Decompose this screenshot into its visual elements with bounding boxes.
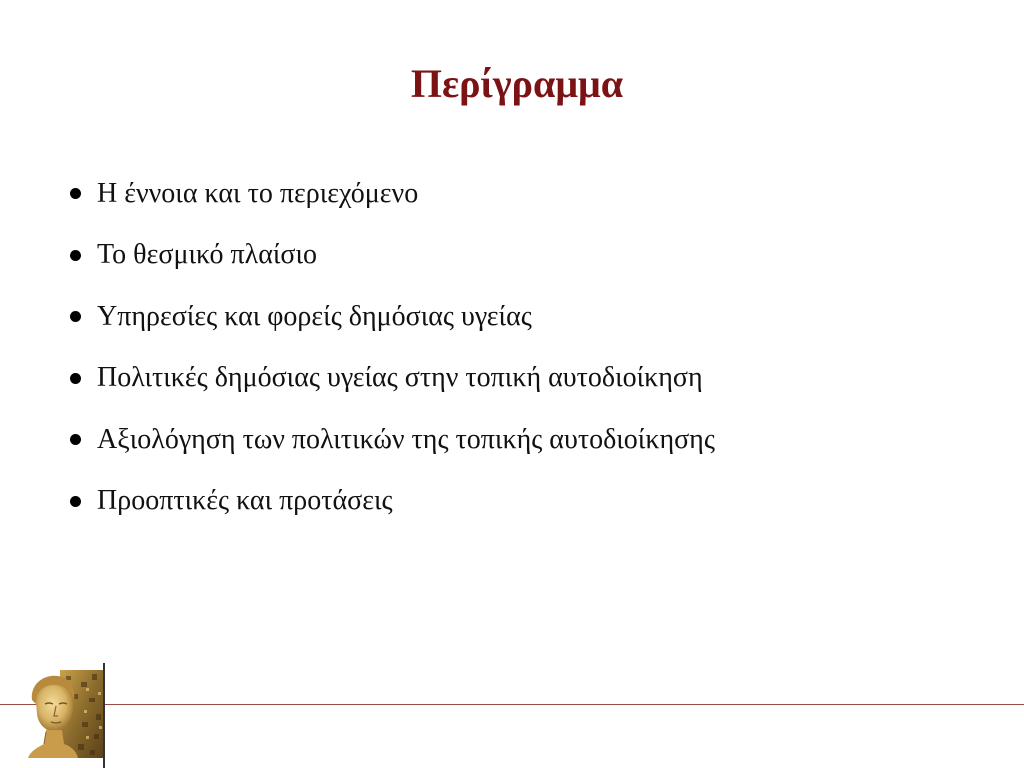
bullet-text: Πολιτικές δημόσιας υγείας στην τοπική αυτοδιοίκηση	[97, 362, 703, 394]
list-item	[70, 225, 715, 287]
footer-divider	[0, 704, 1024, 705]
bullet-text: Η έννοια και το περιεχόμενο	[97, 177, 419, 209]
bullet-icon	[70, 496, 81, 507]
list-item	[70, 471, 715, 533]
bullet-icon	[70, 250, 81, 261]
bullet-text: Αξιολόγηση των πολιτικών της τοπικής αυτοδιοίκησης	[97, 423, 715, 455]
logo-divider	[103, 663, 105, 768]
bullet-icon	[70, 311, 81, 322]
list-item	[70, 409, 715, 471]
bullet-icon	[70, 188, 81, 199]
bullet-text: Το θεσμικό πλαίσιο	[97, 239, 318, 271]
slide-title: Περίγραμμα	[410, 61, 624, 106]
classical-head-statue-icon	[26, 670, 104, 758]
list-item	[70, 286, 715, 348]
bullet-list	[70, 163, 715, 532]
bullet-icon	[70, 373, 81, 384]
list-item	[70, 163, 715, 225]
bullet-text: Υπηρεσίες και φορείς δημόσιας υγείας	[97, 300, 532, 332]
bullet-text: Προοπτικές και προτάσεις	[97, 485, 393, 517]
bullet-icon	[70, 434, 81, 445]
list-item	[70, 348, 715, 410]
